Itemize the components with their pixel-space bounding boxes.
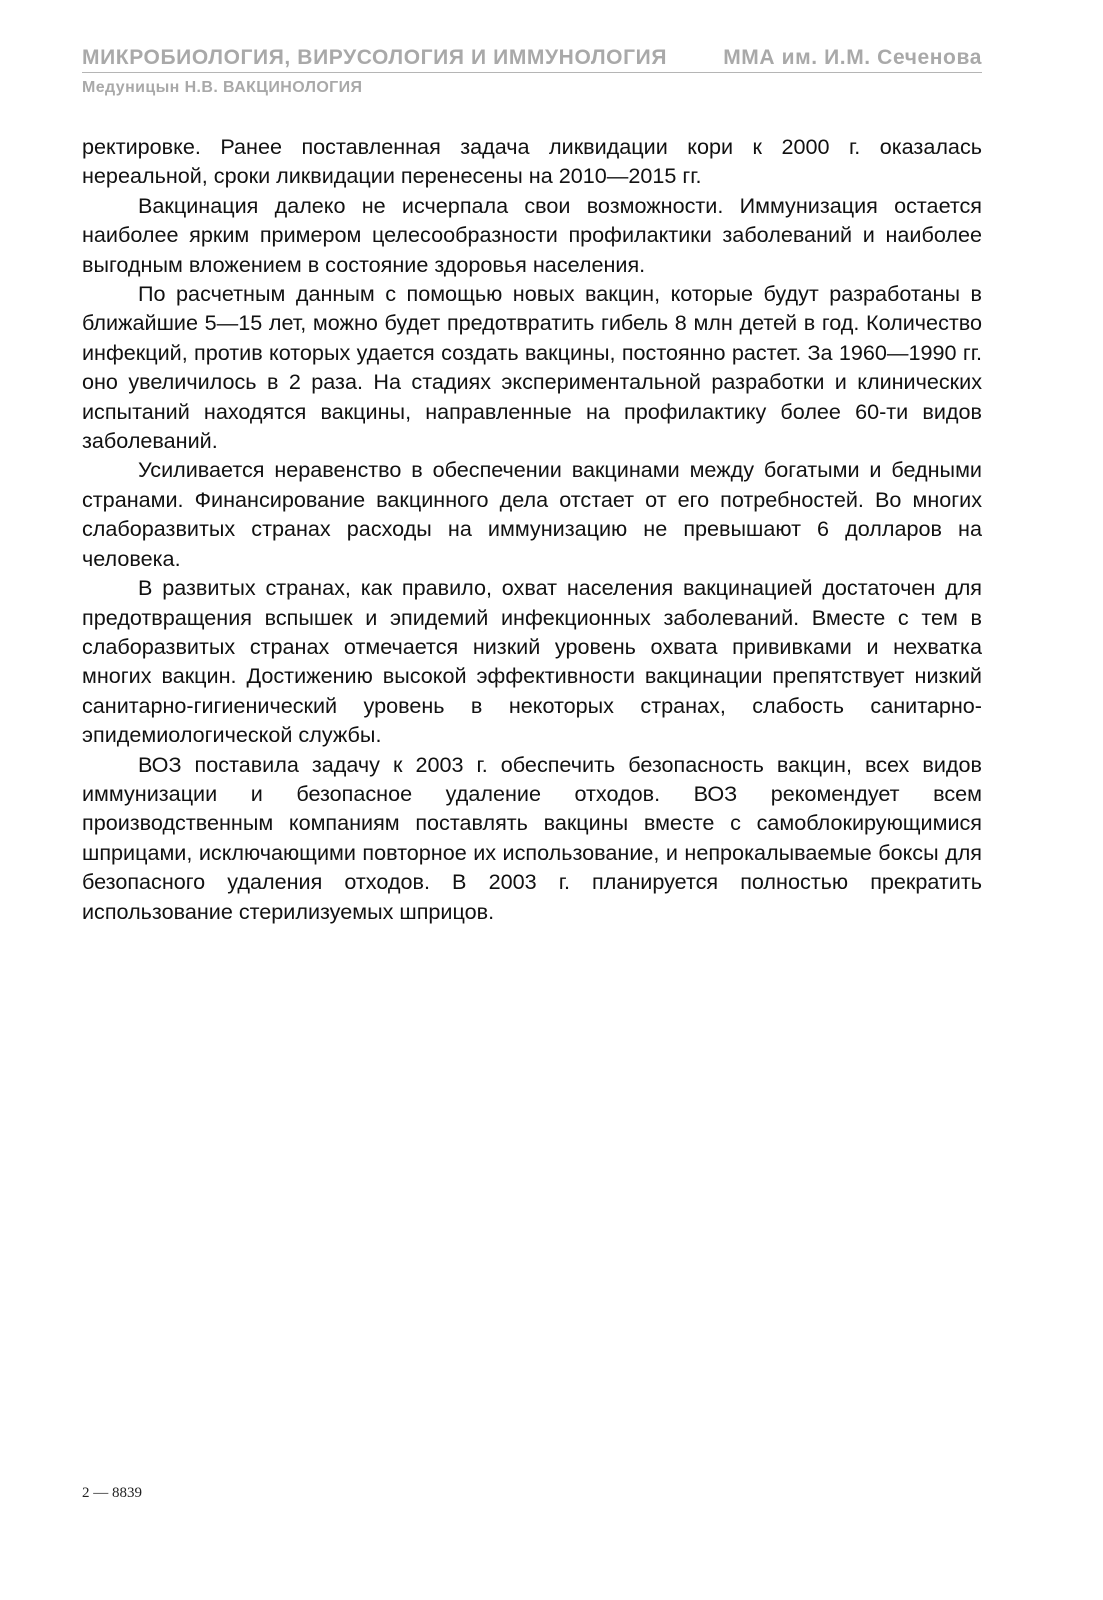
paragraph: Усиливается неравенство в обеспечении вакцинами между богатыми и бедными странами. Финансирование вакцинного дела отстает от его потребностей. Во многих слаборазвитых странах расходы на иммунизацию не превышают 6 долларов на человека. [82, 457, 982, 571]
header-institution: ММА им. И.М. Сеченова [723, 46, 982, 69]
header-course-title: МИКРОБИОЛОГИЯ, ВИРУСОЛОГИЯ И ИММУНОЛОГИЯ [82, 46, 668, 69]
paragraph: По расчетным данным с помощью новых вакцин, которые будут разработаны в ближайшие 5—15 лет, можно будет предотвратить гибель 8 млн детей в год. Количество инфекций, против которых удается создать вакцины, постоянно растет. За 1960—1990 гг. оно увеличилось в 2 раза. На стадиях экспериментальной разработки и клинических испытаний находятся вакцины, направленные на профилактику более 60-ти видов заболеваний. [82, 281, 982, 454]
paragraph: Вакцинация далеко не исчерпала свои возможности. Иммунизация остается наиболее ярким примером целесообразности профилактики заболеваний и наиболее выгодным вложением в состояние здоровья населения. [82, 192, 982, 277]
paragraph: ректировке. Ранее поставленная задача ликвидации кори к 2000 г. оказалась нереальной, сроки ликвидации перенесены на 2010—2015 гг. [82, 134, 982, 189]
signature-mark: 2 — 8839 [82, 1485, 142, 1501]
running-header [82, 46, 982, 97]
header-title-row [82, 46, 982, 73]
header-book-title: Медуницын Н.В. ВАКЦИНОЛОГИЯ [82, 79, 363, 96]
paragraph: ВОЗ поставила задачу к 2003 г. обеспечить безопасность вакцин, всех видов иммунизации и безопасное удаление отходов. ВОЗ рекомендует всем производственным компаниям поставлять вакцины вместе с самоблокирующимися шприцами, исключающими повторное их использование, и непрокалываемые боксы для безопасного удаления отходов. В 2003 г. планируется полностью прекратить использование стерилизуемых шприцов. [82, 751, 982, 924]
paragraph: В развитых странах, как правило, охват населения вакцинацией достаточен для предотвращения вспышек и эпидемий инфекционных заболеваний. Вместе с тем в слаборазвитых странах отмечается низкий уровень охвата прививками и нехватка многих вакцин. Достижению высокой эффективности вакцинации препятствует низкий санитарно-гигиенический уровень в некоторых странах, слабость санитарно-эпидемиологической службы. [82, 575, 982, 748]
body-text [82, 132, 982, 926]
